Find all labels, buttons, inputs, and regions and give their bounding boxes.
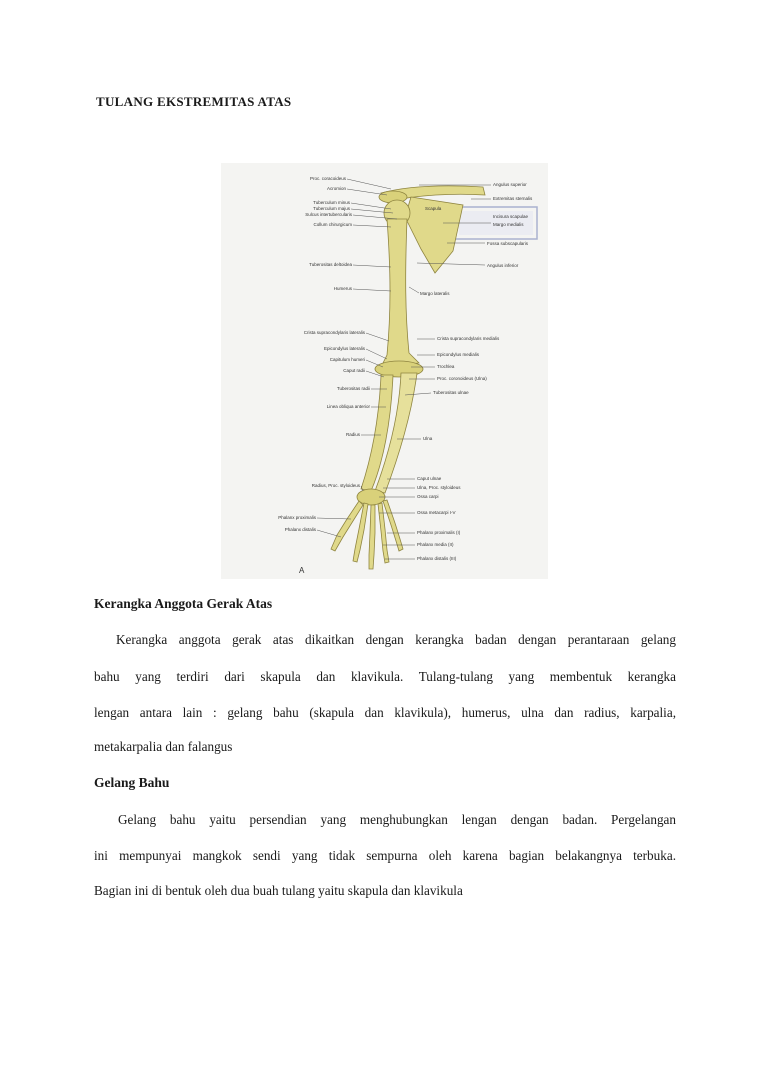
document-title: TULANG EKSTREMITAS ATAS [96,94,292,109]
label-ossa-metacarpi: Ossa metacarpi I-V [417,510,456,515]
label-sulcus-intertubercularis: Sulcus intertubercularis [305,212,352,217]
paragraph-line: Gelang bahu yaitu persendian yang menghubungkan lengan dengan badan. Pergelangan [118,812,676,827]
label-scapula: Scapula [425,206,442,211]
label-tuberositas-deltoidea: Tuberositas deltoidea [309,262,352,267]
label-ossa-carpi: Ossa carpi [417,494,439,499]
label-radius-proc-styloideus: Radius, Proc. styloideus [311,483,360,488]
label-margo-medialis: Margo medialis [493,222,524,227]
label-tuberositas-ulnae: Tuberositas ulnae [433,390,469,395]
label-radius: Radius [345,432,360,437]
section-heading-kerangka: Kerangka Anggota Gerak Atas [94,596,273,611]
label-margo-lateralis: Margo lateralis [420,291,450,296]
humerus-bone [381,219,419,367]
left-labels [278,176,370,532]
label-phalanx-proximalis-left: Phalanx proximalis [278,515,316,520]
upper-limb-skeleton-figure [221,163,548,579]
paragraph-line: ini mempunyai mangkok sendi yang tidak sempurna oleh karena bagian belakangnya terbuka. [94,848,676,863]
label-angulus-superior: Angulus superior [493,182,527,187]
middle-finger-bones [369,505,375,569]
label-phalanx-distalis-right: Phalanx distalis (III) [417,556,457,561]
label-epicondylus-lateralis: Epicondylus lateralis [323,346,365,351]
label-caput-ulnae: Caput ulnae [417,476,442,481]
paragraph-line: Bagian ini di bentuk oleh dua buah tulang yaitu skapula dan klavikula [94,883,463,898]
label-crista-supracondylaris-medialis: Crista supracondylaris medialis [437,336,500,341]
label-crista-supracondylaris-lateralis: Crista supracondylaris lateralis [303,330,365,335]
figure-panel-letter: A [299,566,305,575]
paragraph-line: bahu yang terdiri dari skapula dan klavikula. Tulang-tulang yang membentuk kerangka [94,669,676,684]
label-epicondylus-medialis: Epicondylus medialis [437,352,480,357]
label-humerus: Humerus [333,286,352,291]
label-tuberositas-radii: Tuberositas radii [336,386,370,391]
section-heading-gelang-bahu: Gelang Bahu [94,775,170,790]
label-tuberculum-majus: Tuberculum majus [313,206,350,211]
label-tuberculum-minus: Tuberculum minus [313,200,350,205]
label-phalanx-proximalis-right: Phalanx proximalis (I) [417,530,461,535]
label-linea-obliqua-anterior: Linea obliqua anterior [326,404,370,409]
label-proc-coronoideus-ulna: Proc. coronoideus (Ulna) [437,376,487,381]
paragraph-line: Kerangka anggota gerak atas dikaitkan dengan kerangka badan dengan perantaraan gelang [116,632,676,647]
label-trochlea: Trochlea [437,364,455,369]
label-collum-chirurgicum: Collum chirurgicum [313,222,352,227]
label-angulus-inferior: Angulus inferior [487,263,519,268]
label-extremitas-sternalis: Extremitas sternalis [493,196,533,201]
label-ulna-proc-styloideus: Ulna, Proc. styloideus [417,485,461,490]
label-fossa-subscapularis: Fossa subscapularis [487,241,529,246]
hand-bones [331,500,403,569]
label-phalanx-distalis-left: Phalanx distalis [284,527,316,532]
label-acromion: Acromion [326,186,346,191]
label-proc-coracoideus: Proc. coracoideus [309,176,346,181]
paragraph-line: metakarpalia dan falangus [94,739,233,754]
label-ulna: Ulna [423,436,433,441]
label-incisura-scapulae: Incisura scapulae [493,214,529,219]
label-capitulum-humeri: Capitulum humeri [329,357,365,362]
label-phalanx-media: Phalanx media (II) [417,542,454,547]
label-caput-radii: Caput radii [343,368,365,373]
paragraph-line: lengan antara lain : gelang bahu (skapula dan klavikula), humerus, ulna dan radius, karpalia, [94,705,676,720]
skeleton-illustration [221,163,548,579]
